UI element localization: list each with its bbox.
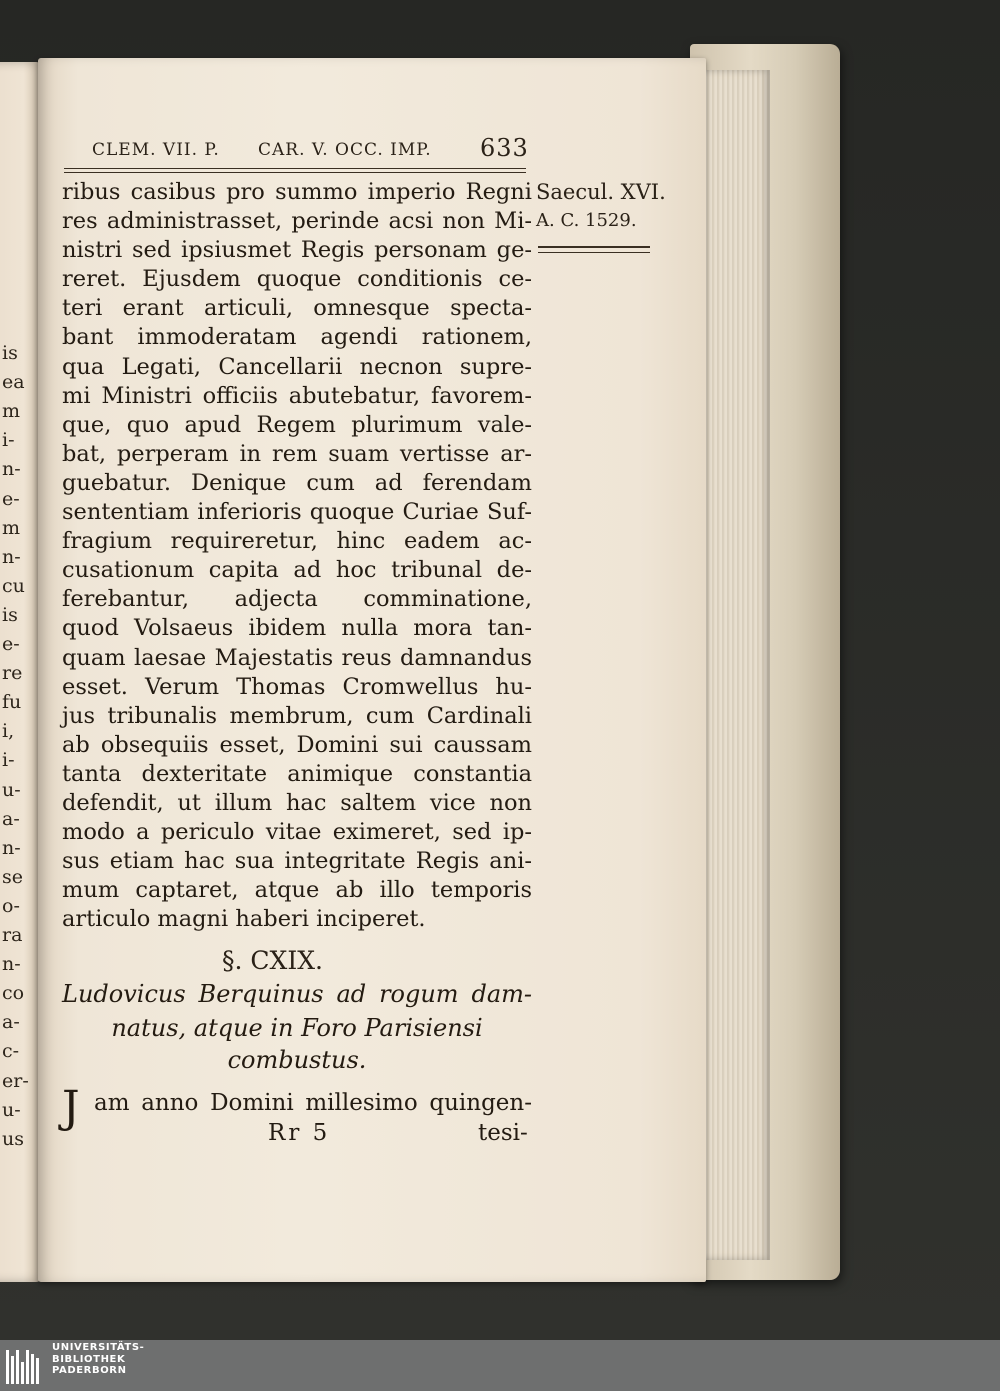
left-page-fragment: er- <box>2 1069 29 1092</box>
text-line: res administrasset, perinde acsi non Mi- <box>62 208 532 235</box>
text-line: sus etiam hac sua integritate Regis ani- <box>62 848 532 875</box>
left-page-fragment: n- <box>2 953 21 976</box>
margin-rule <box>538 246 650 253</box>
left-page-fragment: e- <box>2 633 20 655</box>
catchword: tesi- <box>478 1120 528 1146</box>
text-line: qua Legati, Cancellarii necnon supre- <box>62 353 532 380</box>
left-page-fragment: c- <box>2 1040 20 1063</box>
margin-note-century: Saecul. XVI. <box>536 180 666 204</box>
left-page-fragment: ra <box>2 924 23 946</box>
library-name-line-2: BIBLIOTHEK <box>52 1353 126 1365</box>
signature-mark: Rr 5 <box>268 1120 331 1146</box>
body-text <box>62 178 532 934</box>
text-line: fragium requireretur, hinc eadem ac- <box>62 528 532 555</box>
text-line: mi Ministri officiis abutebatur, favorem- <box>62 382 532 409</box>
text-line: cusationum capita ad hoc tribunal de- <box>62 557 532 584</box>
margin-note-year: A. C. 1529. <box>536 210 637 231</box>
text-line: reret. Ejusdem quoque conditionis ce- <box>62 266 532 293</box>
text-line: ferebantur, adjecta comminatione, <box>62 586 532 613</box>
text-line: jus tribunalis membrum, cum Cardinali <box>62 702 532 729</box>
left-page-fragment: o- <box>2 894 20 917</box>
section-heading-line-3: combustus. <box>227 1046 367 1074</box>
left-page-fragment: e- <box>2 487 20 510</box>
text-line: bant immoderatam agendi rationem, <box>62 324 532 351</box>
left-page-fragment: us <box>2 1127 24 1150</box>
left-page-fragment: cu <box>2 574 25 597</box>
text-line: guebatur. Denique cum ad ferendam <box>62 469 532 496</box>
left-page-fragment: ea <box>2 371 25 394</box>
left-page-fragment: m <box>2 400 21 423</box>
text-line: tanta dexteritate animique constantia <box>62 760 532 787</box>
text-line: teri erant articuli, omnesque specta- <box>62 295 532 322</box>
logo-bar <box>16 1350 19 1384</box>
page-number: 633 <box>480 134 529 162</box>
left-page-fragment: m <box>2 516 21 539</box>
logo-bar <box>36 1358 39 1384</box>
left-page-fragment: n- <box>2 458 21 481</box>
running-head-emperor: CAR. V. OCC. IMP. <box>258 140 432 160</box>
logo-bar <box>31 1354 34 1384</box>
text-line: sententiam inferioris quoque Curiae Suf- <box>62 499 532 526</box>
library-logo-icon <box>6 1350 46 1384</box>
text-line: quod Volsaeus ibidem nulla mora tan- <box>62 615 532 642</box>
text-line: defendit, ut illum hac saltem vice non <box>62 789 532 816</box>
text-line: esset. Verum Thomas Cromwellus hu- <box>62 673 532 700</box>
left-page-fragment: n- <box>2 545 21 568</box>
drop-cap: J <box>62 1082 80 1133</box>
section-heading-line-2: natus, atque in Foro Parisiensi <box>111 1014 483 1042</box>
left-facing-page <box>0 62 42 1282</box>
left-page-fragment: is <box>2 342 18 364</box>
left-page-fragment: a- <box>2 807 20 830</box>
section-number: §. CXIX. <box>222 946 323 975</box>
left-page-fragment: se <box>2 865 23 888</box>
left-page-fragment: u- <box>2 1098 21 1121</box>
left-page-fragment: i- <box>2 749 15 772</box>
text-line: articulo magni haberi inciperet. <box>62 906 426 933</box>
library-footer <box>0 1340 1000 1391</box>
left-page-fragment: u- <box>2 778 21 801</box>
logo-bar <box>11 1356 14 1384</box>
logo-bar <box>26 1350 29 1384</box>
text-line: ab obsequiis esset, Domini sui caussam <box>62 731 532 758</box>
left-page-fragment: fu <box>2 691 22 714</box>
running-head <box>92 134 532 168</box>
text-line: bat, perperam in rem suam vertisse ar- <box>62 440 532 467</box>
left-page-fragment: a- <box>2 1011 20 1034</box>
running-head-pope: CLEM. VII. P. <box>92 140 220 160</box>
left-page-fragment: re <box>2 662 23 685</box>
left-page-fragment: co <box>2 982 25 1005</box>
left-page-fragment: i, <box>2 720 15 743</box>
text-line: mum captaret, atque ab illo temporis <box>62 877 532 904</box>
text-line: ribus casibus pro summo imperio Regni <box>62 179 532 205</box>
library-name-line-3: PADERBORN <box>52 1365 127 1376</box>
text-line: que, quo apud Regem plurimum vale- <box>62 411 532 438</box>
header-rule <box>64 168 526 173</box>
logo-bar <box>6 1350 9 1384</box>
logo-bar <box>21 1362 24 1384</box>
section-heading-line-1: Ludovicus Berquinus ad rogum dam- <box>62 980 532 1008</box>
left-page-fragment: n- <box>2 836 21 859</box>
library-name-line-1: UNIVERSITÄTS- <box>52 1342 145 1353</box>
text-line: modo a periculo vitae eximeret, sed ip- <box>62 819 532 846</box>
text-line: nistri sed ipsiusmet Regis personam ge- <box>62 237 532 264</box>
page-edges <box>700 70 770 1260</box>
first-line-text: am anno Domini millesimo quingen- <box>94 1090 532 1116</box>
left-page-fragment: i- <box>2 429 15 452</box>
text-line: quam laesae Majestatis reus damnandus <box>62 644 532 671</box>
left-page-fragment: is <box>2 603 18 626</box>
library-name <box>52 1342 144 1377</box>
